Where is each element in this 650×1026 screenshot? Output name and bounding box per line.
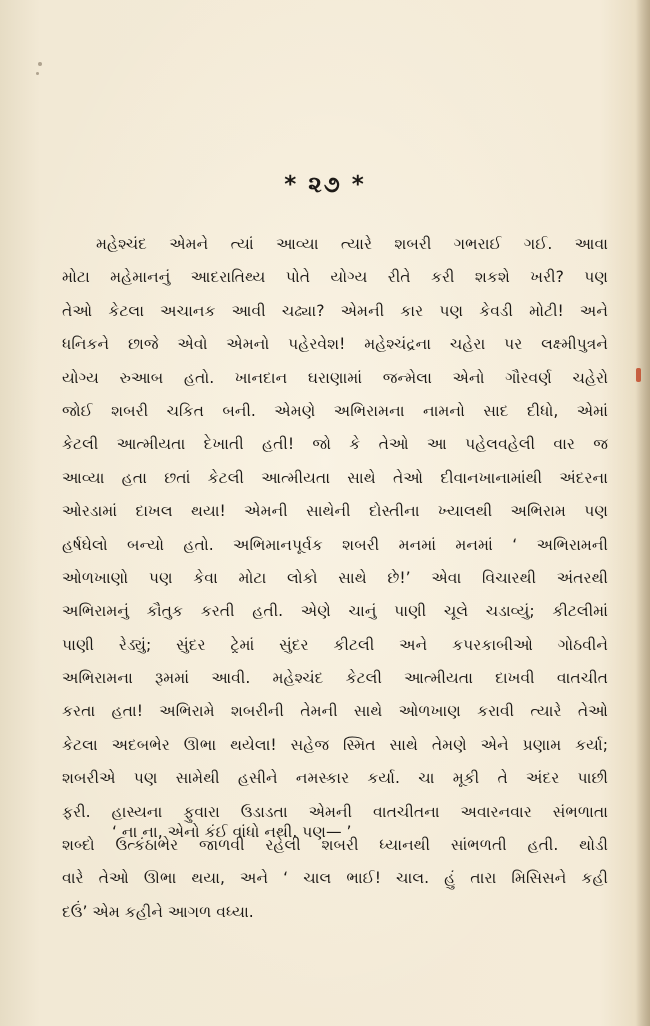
paragraph-line: આવ્યા હતા છતાં કેટલી આત્મીયતા સાથે તેઓ દીવાનખાનામાંથી અંદરના <box>62 468 608 487</box>
ink-spot <box>636 368 641 382</box>
paragraph-line: મહેશ્ચંદ એમને ત્યાં આવ્યા ત્યારે શબરી ગભરાઈ ગઈ. આવા <box>96 235 608 253</box>
paragraph-line: શબરીએ પણ સામેથી હસીને નમસ્કાર કર્યા. ચા મૂકી તે અંદર પાછી <box>62 769 608 788</box>
paragraph-line: મોટા મહેમાનનું આદરાતિથ્ય પોતે યોગ્ય રીતે કરી શકશે ખરી? પણ <box>62 268 608 287</box>
paragraph-line: કેટલા અદબભેર ઊભા થયેલા! સહેજ સ્મિત સાથે તેમણે એને પ્રણામ કર્યા; <box>62 735 608 754</box>
margin-speck <box>38 62 42 66</box>
paragraph-line: વારે તેઓ ઊભા થયા, અને ‘ ચાલ ભાઈ! ચાલ. હું તારા મિસિસને કહી <box>62 869 608 888</box>
paragraph-line: અભિરામનું કૌતુક કરતી હતી. એણે ચાનું પાણી ચૂલે ચડાવ્યું; કીટલીમાં <box>62 602 608 621</box>
paragraph-line: ઓળખાણો પણ કેવા મોટા લોકો સાથે છે!’ એવા વિચારથી અંતરથી <box>62 568 608 587</box>
paragraph-line: શબ્દો ઉત્કંઠાભેર જાળવી રહેલી શબરી ધ્યાનથી સાંભળતી હતી. થોડી <box>62 836 608 855</box>
paragraph-line: કેટલી આત્મીયતા દેખાતી હતી! જો કે તેઓ આ પહેલવહેલી વાર જ <box>62 435 608 454</box>
chapter-heading: * ૨૭ * <box>284 172 366 198</box>
paragraph-line: હર્ષઘેલો બન્યો હતો. અભિમાનપૂર્વક શબરી મનમાં મનમાં ‘ અભિરામની <box>62 535 608 554</box>
paragraph-line: યોગ્ય રુઆબ હતો. ખાનદાન ઘરાણામાં જન્મેલા એનો ગૌરવર્ણ ચહેરો <box>62 368 608 387</box>
paragraph-line: અભિરામના રૂમમાં આવી. મહેશ્ચંદ કેટલી આત્મીયતા દાખવી વાતચીત <box>62 669 608 688</box>
paragraph-line: જોઈ શબરી ચકિત બની. એમણે અભિરામના નામનો સાદ દીધો, એમાં <box>62 401 608 420</box>
paragraph-line: ઓરડામાં દાખલ થયા! એમની સાથેની દોસ્તીના ખ્યાલથી અભિરામ પણ <box>62 502 608 521</box>
paragraph-line: દઉં’ એમ કહીને આગળ વધ્યા. <box>62 902 254 921</box>
paragraph-line: કરતા હતા! અભિરામે શબરીની તેમની સાથે ઓળખાણ કરાવી ત્યારે તેઓ <box>62 702 608 721</box>
paragraph-line: પાણી રેડ્યું; સુંદર ટ્રેમાં સુંદર કીટલી અને કપરકાબીઓ ગોઠવીને <box>62 635 608 654</box>
paragraph-line: ફરી. હાસ્યના ફુવારા ઉડાડતા એમની વાતચીતના અવારનવાર સંભળાતા <box>62 802 608 821</box>
margin-speck <box>36 72 39 75</box>
paragraph-line: તેઓ કેટલા અચાનક આવી ચઢ્યા? એમની કાર પણ કેવડી મોટી! અને <box>62 301 608 320</box>
dialogue-line: ‘ ના ના, એનો કંઈ વાંધો નથી. પણ— ’ <box>112 823 352 841</box>
paragraph-line: ધનિકને છાજે એવો એમનો પહેરવેશ! મહેશ્ચંદ્રના ચહેરા પર લક્ષ્મીપુત્રને <box>62 335 608 354</box>
page-edge-shadow <box>636 0 650 1026</box>
